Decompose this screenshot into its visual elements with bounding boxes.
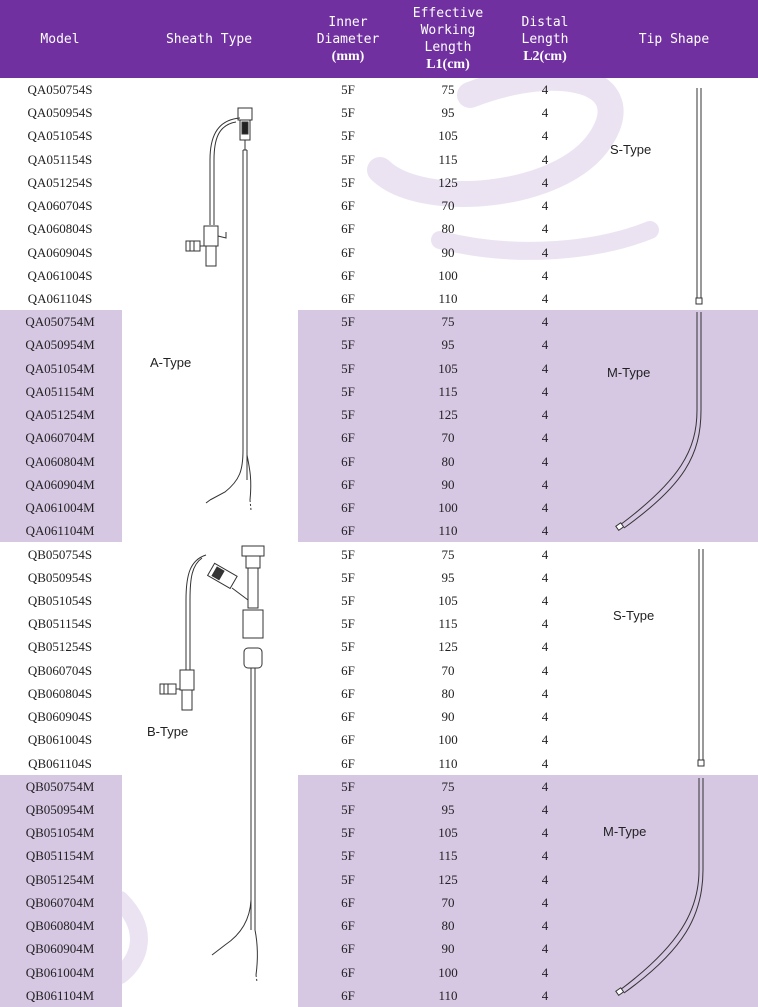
distal-length-cell: 4 bbox=[541, 360, 549, 376]
inner-diameter-cell: 5F bbox=[341, 546, 355, 562]
working-length-cell: 90 bbox=[441, 941, 455, 957]
header-len-line3: Length bbox=[424, 40, 472, 55]
working-length-cell: 90 bbox=[441, 244, 455, 260]
working-length-cell: 105 bbox=[438, 128, 458, 144]
model-cell: QA051254M bbox=[25, 407, 95, 423]
model-cell: QA050954S bbox=[27, 105, 93, 121]
header-len-line2: Working bbox=[420, 23, 476, 38]
distal-length-cell: 4 bbox=[541, 918, 549, 934]
model-cell: QA060704S bbox=[27, 198, 93, 214]
model-cell: QB060704M bbox=[25, 894, 95, 910]
model-cell: QB050954S bbox=[27, 569, 93, 585]
working-length-cell: 105 bbox=[438, 360, 458, 376]
inner-diameter-cell: 5F bbox=[341, 407, 355, 423]
inner-diameter-cell: 6F bbox=[341, 291, 355, 307]
model-cell: QB061004S bbox=[27, 732, 93, 748]
model-cell: QA061004M bbox=[25, 500, 95, 516]
inner-diameter-cell: 6F bbox=[341, 500, 355, 516]
inner-diameter-cell: 6F bbox=[341, 685, 355, 701]
distal-length-cell: 4 bbox=[541, 314, 549, 330]
working-length-cell: 115 bbox=[438, 848, 458, 864]
working-length-cell: 100 bbox=[438, 732, 458, 748]
inner-diameter-cell: 6F bbox=[341, 244, 355, 260]
working-length-cell: 75 bbox=[441, 546, 455, 562]
inner-diameter-cell: 6F bbox=[341, 732, 355, 748]
tip-shape-s-qa bbox=[696, 88, 702, 304]
inner-diameter-cell: 5F bbox=[341, 848, 355, 864]
model-cell: QB060704S bbox=[27, 662, 93, 678]
model-cell: QB061004M bbox=[25, 964, 95, 980]
inner-diameter-cell: 5F bbox=[341, 174, 355, 190]
model-cell: QA060804M bbox=[25, 453, 95, 469]
working-length-cell: 95 bbox=[441, 569, 455, 585]
working-length-cell: 95 bbox=[441, 337, 455, 353]
model-cell: QA051054M bbox=[25, 360, 95, 376]
model-cell: QA051154S bbox=[27, 151, 93, 167]
working-length-cell: 95 bbox=[441, 105, 455, 121]
distal-length-cell: 4 bbox=[541, 894, 549, 910]
b-type-sheath-illustration bbox=[160, 546, 264, 982]
header-len-line4: L1(cm) bbox=[426, 57, 470, 72]
inner-diameter-cell: 5F bbox=[341, 801, 355, 817]
working-length-cell: 110 bbox=[438, 987, 458, 1003]
working-length-cell: 105 bbox=[438, 825, 458, 841]
inner-diameter-cell: 5F bbox=[341, 871, 355, 887]
working-length-cell: 70 bbox=[441, 430, 455, 446]
inner-diameter-cell: 6F bbox=[341, 755, 355, 771]
model-cell: QA051254S bbox=[27, 174, 93, 190]
tip-shape-s-qb bbox=[698, 549, 704, 766]
inner-diameter-cell: 6F bbox=[341, 987, 355, 1003]
working-length-cell: 90 bbox=[441, 709, 455, 725]
inner-diameter-cell: 6F bbox=[341, 267, 355, 283]
header-dist-line1: Distal bbox=[521, 14, 569, 30]
distal-length-cell: 4 bbox=[541, 778, 549, 794]
working-length-cell: 125 bbox=[438, 407, 458, 423]
inner-diameter-cell: 6F bbox=[341, 523, 355, 539]
inner-diameter-cell: 6F bbox=[341, 709, 355, 725]
model-cell: QA051054S bbox=[27, 128, 93, 144]
model-cell: QA060904M bbox=[25, 476, 95, 492]
model-cell: QA050754S bbox=[27, 82, 93, 97]
header-model-text: Model bbox=[40, 31, 80, 47]
distal-length-cell: 4 bbox=[541, 662, 549, 678]
distal-length-cell: 4 bbox=[541, 964, 549, 980]
distal-length-cell: 4 bbox=[541, 453, 549, 469]
working-length-cell: 115 bbox=[438, 151, 458, 167]
inner-diameter-cell: 5F bbox=[341, 360, 355, 376]
working-length-cell: 80 bbox=[441, 221, 455, 237]
model-cell: QA051154M bbox=[25, 383, 95, 399]
working-length-cell: 125 bbox=[438, 174, 458, 190]
model-cell: QA060704M bbox=[25, 430, 95, 446]
working-length-cell: 80 bbox=[441, 685, 455, 701]
inner-diameter-cell: 6F bbox=[341, 476, 355, 492]
inner-diameter-cell: 5F bbox=[341, 82, 355, 97]
distal-length-cell: 4 bbox=[541, 337, 549, 353]
distal-length-cell: 4 bbox=[541, 848, 549, 864]
inner-diameter-cell: 5F bbox=[341, 128, 355, 144]
inner-diameter-cell: 5F bbox=[341, 337, 355, 353]
inner-diameter-cell: 6F bbox=[341, 198, 355, 214]
distal-length-cell: 4 bbox=[541, 267, 549, 283]
inner-diameter-cell: 5F bbox=[341, 778, 355, 794]
model-cell: QA061004S bbox=[27, 267, 93, 283]
header-inner-line3: (mm) bbox=[331, 48, 365, 64]
a-type-sheath-illustration bbox=[186, 108, 252, 510]
inner-diameter-cell: 5F bbox=[341, 151, 355, 167]
header-inner-line1: Inner bbox=[328, 14, 368, 30]
working-length-cell: 90 bbox=[441, 476, 455, 492]
model-cell: QB060804M bbox=[25, 918, 95, 934]
distal-length-cell: 4 bbox=[541, 244, 549, 260]
sheath-type-a-label: A-Type bbox=[150, 355, 192, 370]
distal-length-cell: 4 bbox=[541, 383, 549, 399]
distal-length-cell: 4 bbox=[541, 709, 549, 725]
working-length-cell: 110 bbox=[438, 291, 458, 307]
model-cell: QB051154S bbox=[28, 616, 92, 632]
inner-diameter-cell: 5F bbox=[341, 639, 355, 655]
distal-length-cell: 4 bbox=[541, 569, 549, 585]
model-cell: QA050954M bbox=[25, 337, 95, 353]
inner-diameter-cell: 6F bbox=[341, 941, 355, 957]
working-length-cell: 115 bbox=[438, 616, 458, 632]
working-length-cell: 125 bbox=[438, 639, 458, 655]
header-dist-line2: Length bbox=[521, 31, 569, 47]
distal-length-cell: 4 bbox=[541, 407, 549, 423]
tip-shape-m-qb bbox=[616, 778, 703, 995]
model-cell: QB051054S bbox=[27, 592, 93, 608]
distal-length-cell: 4 bbox=[541, 685, 549, 701]
distal-length-cell: 4 bbox=[541, 523, 549, 539]
model-cell: QB061104S bbox=[28, 755, 92, 771]
distal-length-cell: 4 bbox=[541, 732, 549, 748]
header-inner-line2: Diameter bbox=[316, 31, 380, 47]
inner-diameter-cell: 5F bbox=[341, 314, 355, 330]
inner-diameter-cell: 6F bbox=[341, 918, 355, 934]
working-length-cell: 95 bbox=[441, 801, 455, 817]
inner-diameter-cell: 6F bbox=[341, 964, 355, 980]
distal-length-cell: 4 bbox=[541, 430, 549, 446]
model-cell: QA060804S bbox=[27, 221, 93, 237]
distal-length-cell: 4 bbox=[541, 825, 549, 841]
header-sheath-type-text: Sheath Type bbox=[165, 31, 253, 47]
inner-diameter-cell: 6F bbox=[341, 894, 355, 910]
distal-length-cell: 4 bbox=[541, 639, 549, 655]
inner-diameter-cell: 5F bbox=[341, 569, 355, 585]
working-length-cell: 75 bbox=[441, 778, 455, 794]
inner-diameter-cell: 5F bbox=[341, 592, 355, 608]
inner-diameter-cell: 6F bbox=[341, 453, 355, 469]
inner-diameter-cell: 6F bbox=[341, 430, 355, 446]
model-cell: QA061104S bbox=[27, 291, 93, 307]
distal-length-cell: 4 bbox=[541, 941, 549, 957]
distal-length-cell: 4 bbox=[541, 128, 549, 144]
distal-length-cell: 4 bbox=[541, 546, 549, 562]
inner-diameter-cell: 5F bbox=[341, 825, 355, 841]
inner-diameter-cell: 5F bbox=[341, 616, 355, 632]
model-cell: QB051254M bbox=[25, 871, 95, 887]
tip-shape-label-qb-m: M-Type bbox=[603, 824, 647, 839]
working-length-cell: 75 bbox=[441, 82, 455, 97]
distal-length-cell: 4 bbox=[541, 616, 549, 632]
sheath-type-b-label: B-Type bbox=[147, 724, 189, 739]
working-length-cell: 110 bbox=[438, 755, 458, 771]
model-cell: QB051054M bbox=[25, 825, 95, 841]
working-length-cell: 100 bbox=[438, 964, 458, 980]
working-length-cell: 80 bbox=[441, 453, 455, 469]
working-length-cell: 70 bbox=[441, 198, 455, 214]
model-cell: QB051254S bbox=[27, 639, 93, 655]
header-tip-shape-text: Tip Shape bbox=[638, 31, 710, 47]
distal-length-cell: 4 bbox=[541, 82, 549, 97]
working-length-cell: 125 bbox=[438, 871, 458, 887]
distal-length-cell: 4 bbox=[541, 476, 549, 492]
working-length-cell: 80 bbox=[441, 918, 455, 934]
tip-shape-label-qa-s: S-Type bbox=[610, 142, 652, 157]
distal-length-cell: 4 bbox=[541, 174, 549, 190]
tip-shape-label-qa-m: M-Type bbox=[607, 365, 651, 380]
model-cell: QB051154M bbox=[25, 848, 95, 864]
model-cell: QA050754M bbox=[25, 314, 95, 330]
distal-length-cell: 4 bbox=[541, 291, 549, 307]
inner-diameter-cell: 6F bbox=[341, 662, 355, 678]
model-cell: QB060904M bbox=[25, 941, 95, 957]
inner-diameter-cell: 5F bbox=[341, 383, 355, 399]
working-length-cell: 100 bbox=[438, 500, 458, 516]
distal-length-cell: 4 bbox=[541, 221, 549, 237]
model-cell: QB060804S bbox=[27, 685, 93, 701]
distal-length-cell: 4 bbox=[541, 755, 549, 771]
distal-length-cell: 4 bbox=[541, 801, 549, 817]
model-cell: QB050954M bbox=[25, 801, 95, 817]
working-length-cell: 100 bbox=[438, 267, 458, 283]
model-cell: QB061104M bbox=[25, 987, 95, 1003]
model-cell: QB050754M bbox=[25, 778, 95, 794]
tip-shape-label-qb-s: S-Type bbox=[613, 608, 655, 623]
distal-length-cell: 4 bbox=[541, 198, 549, 214]
distal-length-cell: 4 bbox=[541, 151, 549, 167]
model-cell: QA061104M bbox=[25, 523, 95, 539]
distal-length-cell: 4 bbox=[541, 592, 549, 608]
working-length-cell: 75 bbox=[441, 314, 455, 330]
tip-shape-m-qa bbox=[616, 312, 701, 530]
header-dist-line3: L2(cm) bbox=[523, 48, 567, 64]
model-cell: QB060904S bbox=[27, 709, 93, 725]
inner-diameter-cell: 5F bbox=[341, 105, 355, 121]
header-len-line1: Effective bbox=[412, 6, 484, 21]
distal-length-cell: 4 bbox=[541, 105, 549, 121]
working-length-cell: 70 bbox=[441, 894, 455, 910]
working-length-cell: 110 bbox=[438, 523, 458, 539]
distal-length-cell: 4 bbox=[541, 987, 549, 1003]
distal-length-cell: 4 bbox=[541, 500, 549, 516]
distal-length-cell: 4 bbox=[541, 871, 549, 887]
model-cell: QB050754S bbox=[27, 546, 93, 562]
working-length-cell: 70 bbox=[441, 662, 455, 678]
working-length-cell: 105 bbox=[438, 592, 458, 608]
inner-diameter-cell: 6F bbox=[341, 221, 355, 237]
model-cell: QA060904S bbox=[27, 244, 93, 260]
working-length-cell: 115 bbox=[438, 383, 458, 399]
